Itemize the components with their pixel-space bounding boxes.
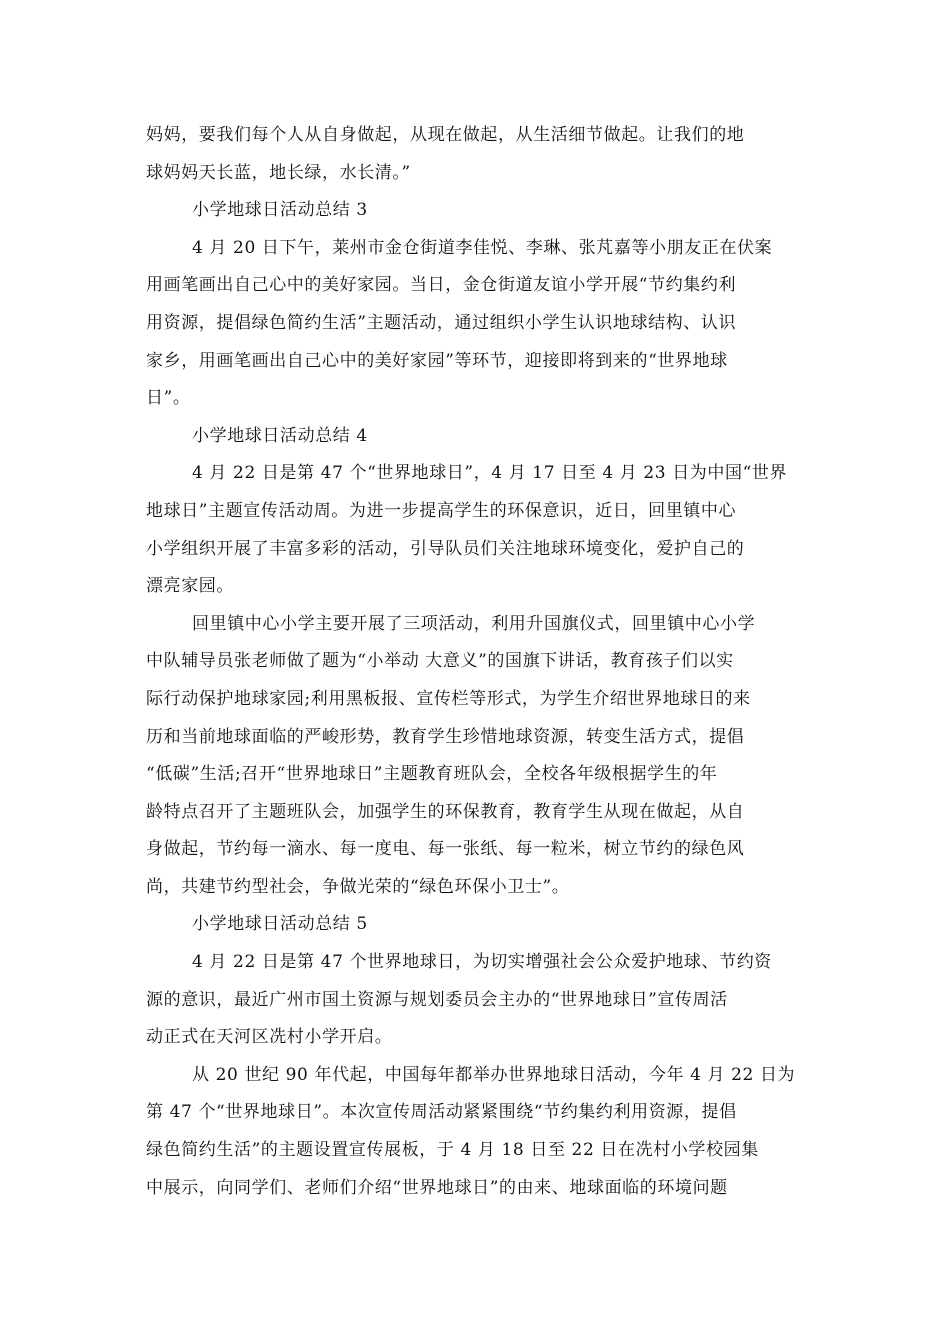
text-line: 4 月 20 日下午，莱州市金仓街道李佳悦、李琳、张芃嘉等小朋友正在伏案 xyxy=(192,237,773,258)
document-body xyxy=(146,117,806,1207)
section-heading: 小学地球日活动总结 3 xyxy=(192,200,368,221)
text-line: 用画笔画出自己心中的美好家园。当日，金仓街道友谊小学开展“节约集约利 xyxy=(146,275,737,296)
text-line: 龄特点召开了主题班队会，加强学生的环保教育，教育学生从现在做起，从自 xyxy=(146,801,745,822)
text-line: 球妈妈天长蓝，地长绿，水长清。” xyxy=(146,162,411,183)
text-line: 家乡，用画笔画出自己心中的美好家园”等环节，迎接即将到来的“世界地球 xyxy=(146,350,728,371)
text-line: 身做起，节约每一滴水、每一度电、每一张纸、每一粒米，树立节约的绿色风 xyxy=(146,839,745,860)
text-line: 小学组织开展了丰富多彩的活动，引导队员们关注地球环境变化，爱护自己的 xyxy=(146,538,745,559)
text-line: 源的意识，最近广州市国土资源与规划委员会主办的“世界地球日”宣传周活 xyxy=(146,989,728,1010)
section-heading: 小学地球日活动总结 5 xyxy=(192,914,368,935)
text-line: 第 47 个“世界地球日”。本次宣传周活动紧紧围绕“节约集约利用资源，提倡 xyxy=(146,1102,737,1123)
text-line: 历和当前地球面临的严峻形势，教育学生珍惜地球资源，转变生活方式，提倡 xyxy=(146,726,745,747)
text-line: 回里镇中心小学主要开展了三项活动，利用升国旗仪式，回里镇中心小学 xyxy=(192,613,756,634)
text-line: 绿色简约生活”的主题设置宣传展板，于 4 月 18 日至 22 日在冼村小学校园集 xyxy=(146,1140,759,1161)
text-line: 中队辅导员张老师做了题为“小举动 大意义”的国旗下讲话，教育孩子们以实 xyxy=(146,651,734,672)
text-line: 日”。 xyxy=(146,388,191,409)
text-line: 地球日”主题宣传活动周。为进一步提高学生的环保意识，近日，回里镇中心 xyxy=(146,500,737,521)
text-line: 从 20 世纪 90 年代起，中国每年都举办世界地球日活动，今年 4 月 22 日为 xyxy=(192,1064,796,1085)
text-line: 4 月 22 日是第 47 个“世界地球日”，4 月 17 日至 4 月 23 日为中国“世界 xyxy=(192,463,788,484)
text-line: 4 月 22 日是第 47 个世界地球日，为切实增强社会公众爱护地球、节约资 xyxy=(192,952,772,973)
text-line: 动正式在天河区冼村小学开启。 xyxy=(146,1027,393,1048)
text-line: “低碳”生活;召开“世界地球日”主题教育班队会，全校各年级根据学生的年 xyxy=(146,764,718,785)
text-line: 际行动保护地球家园;利用黑板报、宣传栏等形式，为学生介绍世界地球日的来 xyxy=(146,688,751,709)
text-line: 中展示，向同学们、老师们介绍“世界地球日”的由来、地球面临的环境问题 xyxy=(146,1177,728,1198)
text-line: 用资源，提倡绿色简约生活”主题活动，通过组织小学生认识地球结构、认识 xyxy=(146,312,737,333)
section-heading: 小学地球日活动总结 4 xyxy=(192,425,368,446)
text-line: 漂亮家园。 xyxy=(146,576,234,597)
text-line: 妈妈，要我们每个人从自身做起，从现在做起，从生活细节做起。让我们的地 xyxy=(146,125,745,145)
text-line: 尚，共建节约型社会，争做光荣的“绿色环保小卫士”。 xyxy=(146,876,570,897)
